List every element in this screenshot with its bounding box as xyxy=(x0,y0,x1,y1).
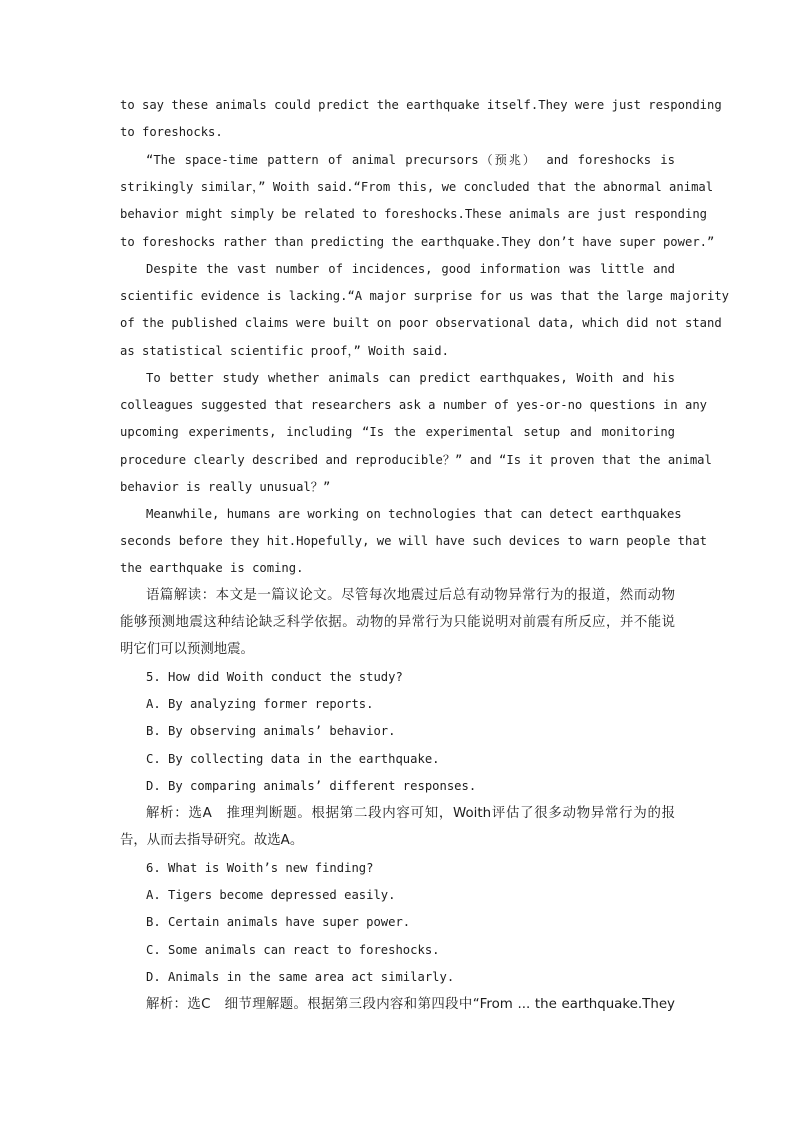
option-d: D. By comparing animals’ different responses. xyxy=(146,778,477,793)
question-6 xyxy=(120,855,675,1018)
option-c: C. By collecting data in the earthquake. xyxy=(146,751,440,766)
text-line: behavior is really unusual？” xyxy=(120,479,331,494)
text-line: as statistical scientific proof，” Woith said. xyxy=(120,343,449,358)
paragraph-evidence xyxy=(120,256,730,365)
text-line: to foreshocks. xyxy=(120,125,223,140)
text-line: upcoming experiments, including “Is the experimental setup and monitoring xyxy=(120,425,675,440)
option-d: D. Animals in the same area act similarly. xyxy=(146,969,455,984)
text-line: of the published claims were built on poor observational data, which did not stand xyxy=(120,316,722,331)
question-stem: 6. What is Woith’s new finding? xyxy=(146,861,374,875)
paragraph-questions-proposal xyxy=(120,365,712,501)
option-c: C. Some animals can react to foreshocks. xyxy=(146,942,440,957)
text-line: 明它们可以预测地震。 xyxy=(120,642,254,658)
explanation-line: 解析：选C 细节理解题。根据第三段内容和第四段中“From ... the earthquake.They xyxy=(146,996,675,1012)
text-line: strikingly similar，” Woith said.“From this, we concluded that the abnormal animal xyxy=(120,180,714,195)
text-line: Despite the vast number of incidences, good information was little and xyxy=(146,262,675,276)
text-line: the earthquake is coming. xyxy=(120,561,304,576)
passage-analysis xyxy=(120,582,675,664)
option-a: A. Tigers become depressed easily. xyxy=(146,888,396,903)
text-line: To better study whether animals can predict earthquakes, Woith and his xyxy=(146,371,675,385)
text-line: behavior might simply be related to foreshocks.These animals are just responding xyxy=(120,207,707,222)
question-5 xyxy=(120,664,675,854)
text-line: “The space-time pattern of animal precursors（预兆） and foreshocks is xyxy=(146,153,675,167)
text-line: scientific evidence is lacking.“A major surprise for us was that the large majority xyxy=(120,289,730,304)
paragraph-technology xyxy=(120,501,707,583)
text-line: colleagues suggested that researchers ask a number of yes-or-no questions in any xyxy=(120,398,707,413)
option-b: B. Certain animals have super power. xyxy=(146,915,411,930)
paragraph-continuation xyxy=(120,92,722,146)
option-a: A. By analyzing former reports. xyxy=(146,697,374,712)
explanation-line: 解析：选A 推理判断题。根据第二段内容可知，Woith评估了很多动物异常行为的报 xyxy=(146,805,675,821)
question-stem: 5. How did Woith conduct the study? xyxy=(146,670,403,684)
paragraph-quote-woith xyxy=(120,147,715,256)
text-line: seconds before they hit.Hopefully, we will have such devices to warn people that xyxy=(120,534,707,549)
explanation-line: 告，从而去指导研究。故选A。 xyxy=(120,833,304,849)
text-line: to foreshocks rather than predicting the earthquake.They don’t have super power.” xyxy=(120,234,715,249)
text-line: to say these animals could predict the earthquake itself.They were just responding xyxy=(120,98,722,112)
text-line: 能够预测地震这种结论缺乏科学依据。动物的异常行为只能说明对前震有所反应，并不能说 xyxy=(120,615,675,631)
text-line: 语篇解读：本文是一篇议论文。尽管每次地震过后总有动物异常行为的报道，然而动物 xyxy=(146,588,675,603)
option-b: B. By observing animals’ behavior. xyxy=(146,724,396,739)
text-line: procedure clearly described and reproducible？” and “Is it proven that the animal xyxy=(120,452,712,467)
text-line: Meanwhile, humans are working on technologies that can detect earthquakes xyxy=(146,507,682,521)
